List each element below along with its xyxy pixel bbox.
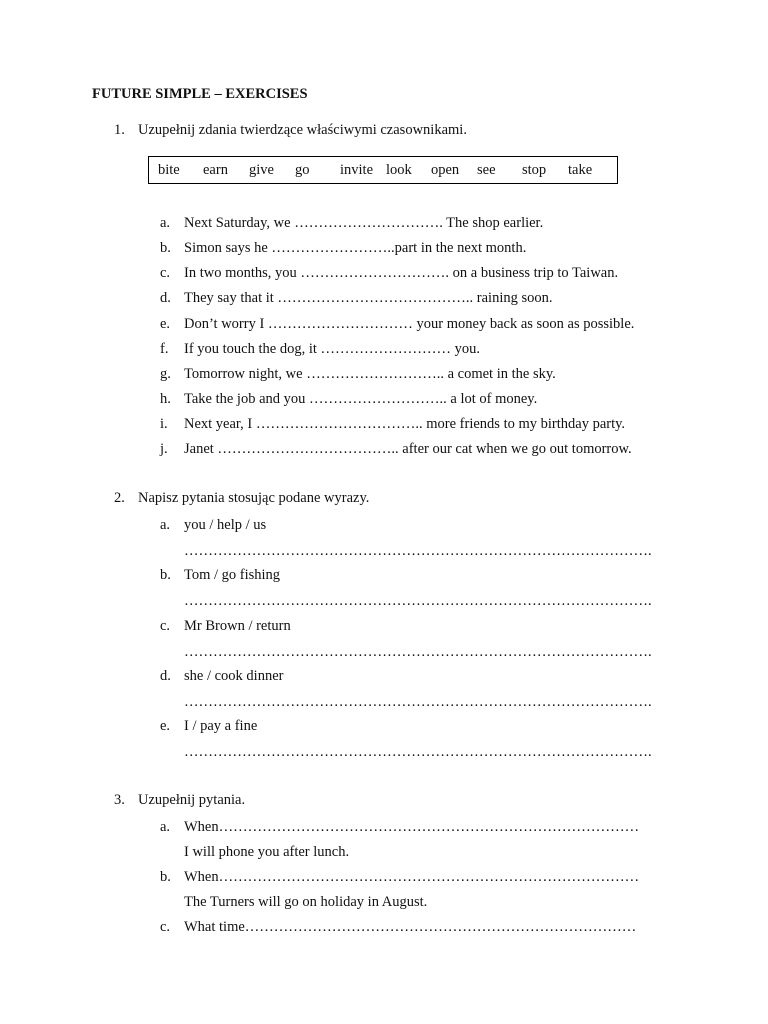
answer-line[interactable]: ……………………………………………………………………………………. (184, 744, 652, 760)
word-bank-word: invite (340, 162, 374, 178)
word-bank-word: look (386, 162, 412, 178)
item-letter: b. (160, 240, 171, 256)
section-instruction: Uzupełnij pytania. (138, 792, 246, 808)
item-letter: f. (160, 341, 169, 357)
exercise-item (160, 213, 543, 233)
word-bank-word: earn (203, 162, 228, 178)
item-text: she / cook dinner (184, 668, 284, 684)
answer-line[interactable]: ……………………………………………………………………………………. (184, 593, 652, 609)
item-letter: d. (160, 668, 171, 684)
word-bank (148, 156, 618, 184)
exercise-item (160, 817, 639, 837)
answer-line[interactable]: ……………………………………………………………………………………. (184, 694, 652, 710)
item-text: Simon says he ……………………..part in the next month. (184, 240, 527, 256)
item-letter: b. (160, 869, 171, 885)
item-text: Janet ……………………………….. after our cat when we go out tomorrow. (184, 441, 632, 457)
word-bank-word: stop (522, 162, 547, 178)
item-text: I / pay a fine (184, 718, 258, 734)
item-text: Don’t worry I ………………………… your money back as soon as possible. (184, 316, 635, 332)
question-prompt[interactable]: When…………………………………………………………………………… (184, 819, 640, 835)
item-letter: g. (160, 366, 171, 382)
word-bank-word: take (568, 162, 593, 178)
question-prompt[interactable]: When…………………………………………………………………………… (184, 869, 640, 885)
item-text: If you touch the dog, it ……………………… you. (184, 341, 481, 357)
item-text: Next year, I …………………………….. more friends to my birthday party. (184, 416, 626, 432)
section-2-heading (114, 490, 369, 507)
given-answer: I will phone you after lunch. (184, 844, 350, 860)
exercise-item (160, 616, 291, 636)
item-text: Tomorrow night, we ……………………….. a comet in the sky. (184, 366, 556, 382)
answer-line[interactable]: ……………………………………………………………………………………. (184, 543, 652, 559)
word-bank-word: bite (158, 162, 180, 178)
item-text: Mr Brown / return (184, 618, 291, 634)
answer-line[interactable]: ……………………………………………………………………………………. (184, 644, 652, 660)
section-instruction: Napisz pytania stosując podane wyrazy. (138, 490, 370, 506)
item-text: Tom / go fishing (184, 567, 281, 583)
item-letter: c. (160, 618, 171, 634)
item-letter: h. (160, 391, 171, 407)
exercise-item (160, 716, 257, 736)
exercise-item (160, 389, 537, 409)
exercise-item (160, 867, 639, 887)
item-letter: j. (160, 441, 168, 457)
section-1-heading (114, 122, 467, 139)
section-number: 1. (114, 122, 125, 138)
item-text: Take the job and you ……………………….. a lot of money. (184, 391, 538, 407)
word-bank-word: give (249, 162, 274, 178)
item-letter: e. (160, 316, 171, 332)
item-letter: a. (160, 517, 171, 533)
section-number: 2. (114, 490, 125, 506)
section-3-heading (114, 792, 245, 809)
section-number: 3. (114, 792, 125, 808)
word-bank-word: see (477, 162, 496, 178)
exercise-item (160, 414, 625, 434)
exercise-item (160, 565, 280, 585)
word-bank-word: open (431, 162, 460, 178)
exercise-item (160, 666, 283, 686)
item-letter: c. (160, 265, 171, 281)
exercise-item (160, 515, 266, 535)
word-bank-word: go (295, 162, 310, 178)
item-text: Next Saturday, we …………………………. The shop earlier. (184, 215, 544, 231)
item-letter: a. (160, 215, 171, 231)
item-letter: i. (160, 416, 168, 432)
exercise-item (160, 439, 632, 459)
exercise-item (160, 238, 526, 258)
exercise-item (160, 263, 618, 283)
item-letter: c. (160, 919, 171, 935)
item-text: you / help / us (184, 517, 267, 533)
exercise-item (160, 917, 636, 937)
page-title: FUTURE SIMPLE – EXERCISES (92, 86, 308, 102)
given-answer: The Turners will go on holiday in August. (184, 894, 428, 910)
exercise-item (160, 364, 556, 384)
item-text: In two months, you …………………………. on a business trip to Taiwan. (184, 265, 619, 281)
item-text: They say that it ………………………………….. raining soon. (184, 290, 553, 306)
section-instruction: Uzupełnij zdania twierdzące właściwymi czasownikami. (138, 122, 467, 138)
exercise-item (160, 288, 553, 308)
item-letter: d. (160, 290, 171, 306)
exercise-item (160, 339, 480, 359)
question-prompt[interactable]: What time……………………………………………………………………… (184, 919, 637, 935)
item-letter: b. (160, 567, 171, 583)
exercise-item (160, 314, 634, 334)
item-letter: e. (160, 718, 171, 734)
item-letter: a. (160, 819, 171, 835)
